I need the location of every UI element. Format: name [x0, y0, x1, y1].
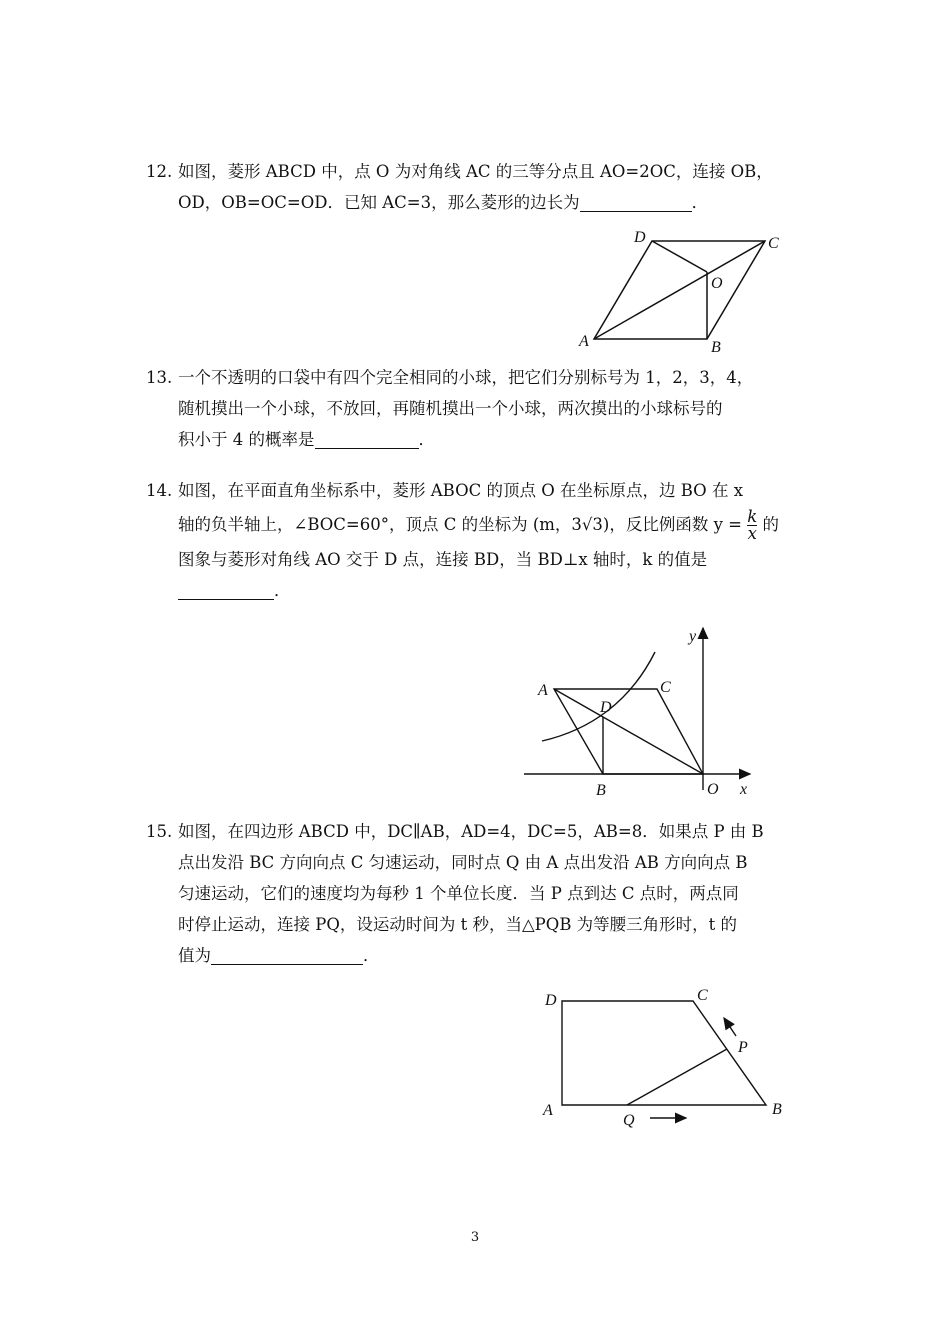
label-b: B — [711, 339, 721, 356]
question-12 — [146, 156, 810, 218]
label-a: A — [538, 682, 548, 699]
label-d: D — [634, 229, 646, 246]
trapezoid-figure-q15 — [530, 982, 800, 1132]
label-o: O — [711, 275, 723, 292]
period: ． — [691, 193, 709, 212]
question-14 — [146, 475, 810, 606]
question-text-line: 值为 — [178, 946, 211, 965]
rhombus-figure-q12 — [570, 226, 790, 356]
label-q: Q — [623, 1112, 635, 1129]
answer-blank[interactable] — [315, 426, 419, 449]
label-a: A — [579, 333, 589, 350]
label-x: x — [740, 781, 748, 798]
label-d: D — [545, 992, 557, 1009]
fraction-denominator: x — [747, 524, 757, 543]
question-text-line: 如图，在四边形 ABCD 中，DC∥AB，AD=4，DC=5，AB=8．如果点 P 由 B — [178, 822, 764, 841]
question-text-line: 如图，菱形 ABCD 中，点 O 为对角线 AC 的三等分点且 AO=2OC，连接 OB， — [178, 162, 773, 181]
label-o: O — [707, 781, 719, 798]
segment-pq — [627, 1049, 727, 1105]
question-text-line: 如图，在平面直角坐标系中，菱形 ABOC 的顶点 O 在坐标原点，边 BO 在 x — [178, 481, 744, 500]
label-a: A — [543, 1102, 553, 1119]
question-number: 13. — [146, 368, 173, 387]
arrow-p-direction — [724, 1018, 736, 1036]
question-text-line: 随机摸出一个小球，不放回，再随机摸出一个小球，两次摸出的小球标号的 — [178, 399, 723, 418]
label-y: y — [689, 628, 697, 645]
answer-blank[interactable] — [178, 577, 274, 600]
label-p: P — [738, 1039, 748, 1056]
question-text-line: 匀速运动，它们的速度均为每秒 1 个单位长度．当 P 点到达 C 点时，两点同 — [178, 884, 739, 903]
page-number: 3 — [470, 1230, 480, 1245]
answer-blank[interactable] — [580, 189, 692, 212]
question-13 — [146, 362, 810, 455]
question-text-line: 轴的负半轴上，∠BOC=60°，顶点 C 的坐标为 (m，3√3)，反比例函数 y = — [178, 515, 743, 534]
question-text-line: 积小于 4 的概率是 — [178, 430, 315, 449]
label-b: B — [596, 782, 606, 799]
question-text-line: 图象与菱形对角线 AO 交于 D 点，连接 BD，当 BD⊥x 轴时，k 的值是 — [178, 550, 708, 569]
question-text-line: 一个不透明的口袋中有四个完全相同的小球，把它们分别标号为 1，2，3，4， — [178, 368, 754, 387]
question-number: 14. — [146, 481, 173, 500]
answer-blank[interactable] — [211, 942, 363, 965]
fraction-k-over-x — [747, 509, 757, 542]
label-c: C — [697, 987, 708, 1004]
coordinate-figure-q14 — [520, 622, 760, 802]
period: ． — [418, 430, 435, 449]
label-d: D — [600, 699, 612, 716]
label-b: B — [772, 1101, 782, 1118]
period: ． — [274, 581, 291, 600]
question-text-line: OD，OB=OC=OD．已知 AC=3，那么菱形的边长为 — [178, 193, 580, 212]
label-c: C — [768, 235, 779, 252]
fraction-numerator: k — [747, 507, 758, 526]
question-text-line: 时停止运动，连接 PQ，设运动时间为 t 秒，当△PQB 为等腰三角形时，t 的 — [178, 915, 738, 934]
label-c: C — [660, 679, 671, 696]
question-text-line: 的 — [762, 515, 780, 534]
segment-od — [652, 241, 707, 272]
trapezoid-abcd — [562, 1001, 766, 1105]
question-number: 15. — [146, 822, 173, 841]
question-15 — [146, 816, 810, 971]
question-text-line: 点出发沿 BC 方向向点 C 匀速运动，同时点 Q 由 A 点出发沿 AB 方向向点 B — [178, 853, 748, 872]
question-number: 12. — [146, 162, 173, 181]
period: ． — [363, 946, 380, 965]
